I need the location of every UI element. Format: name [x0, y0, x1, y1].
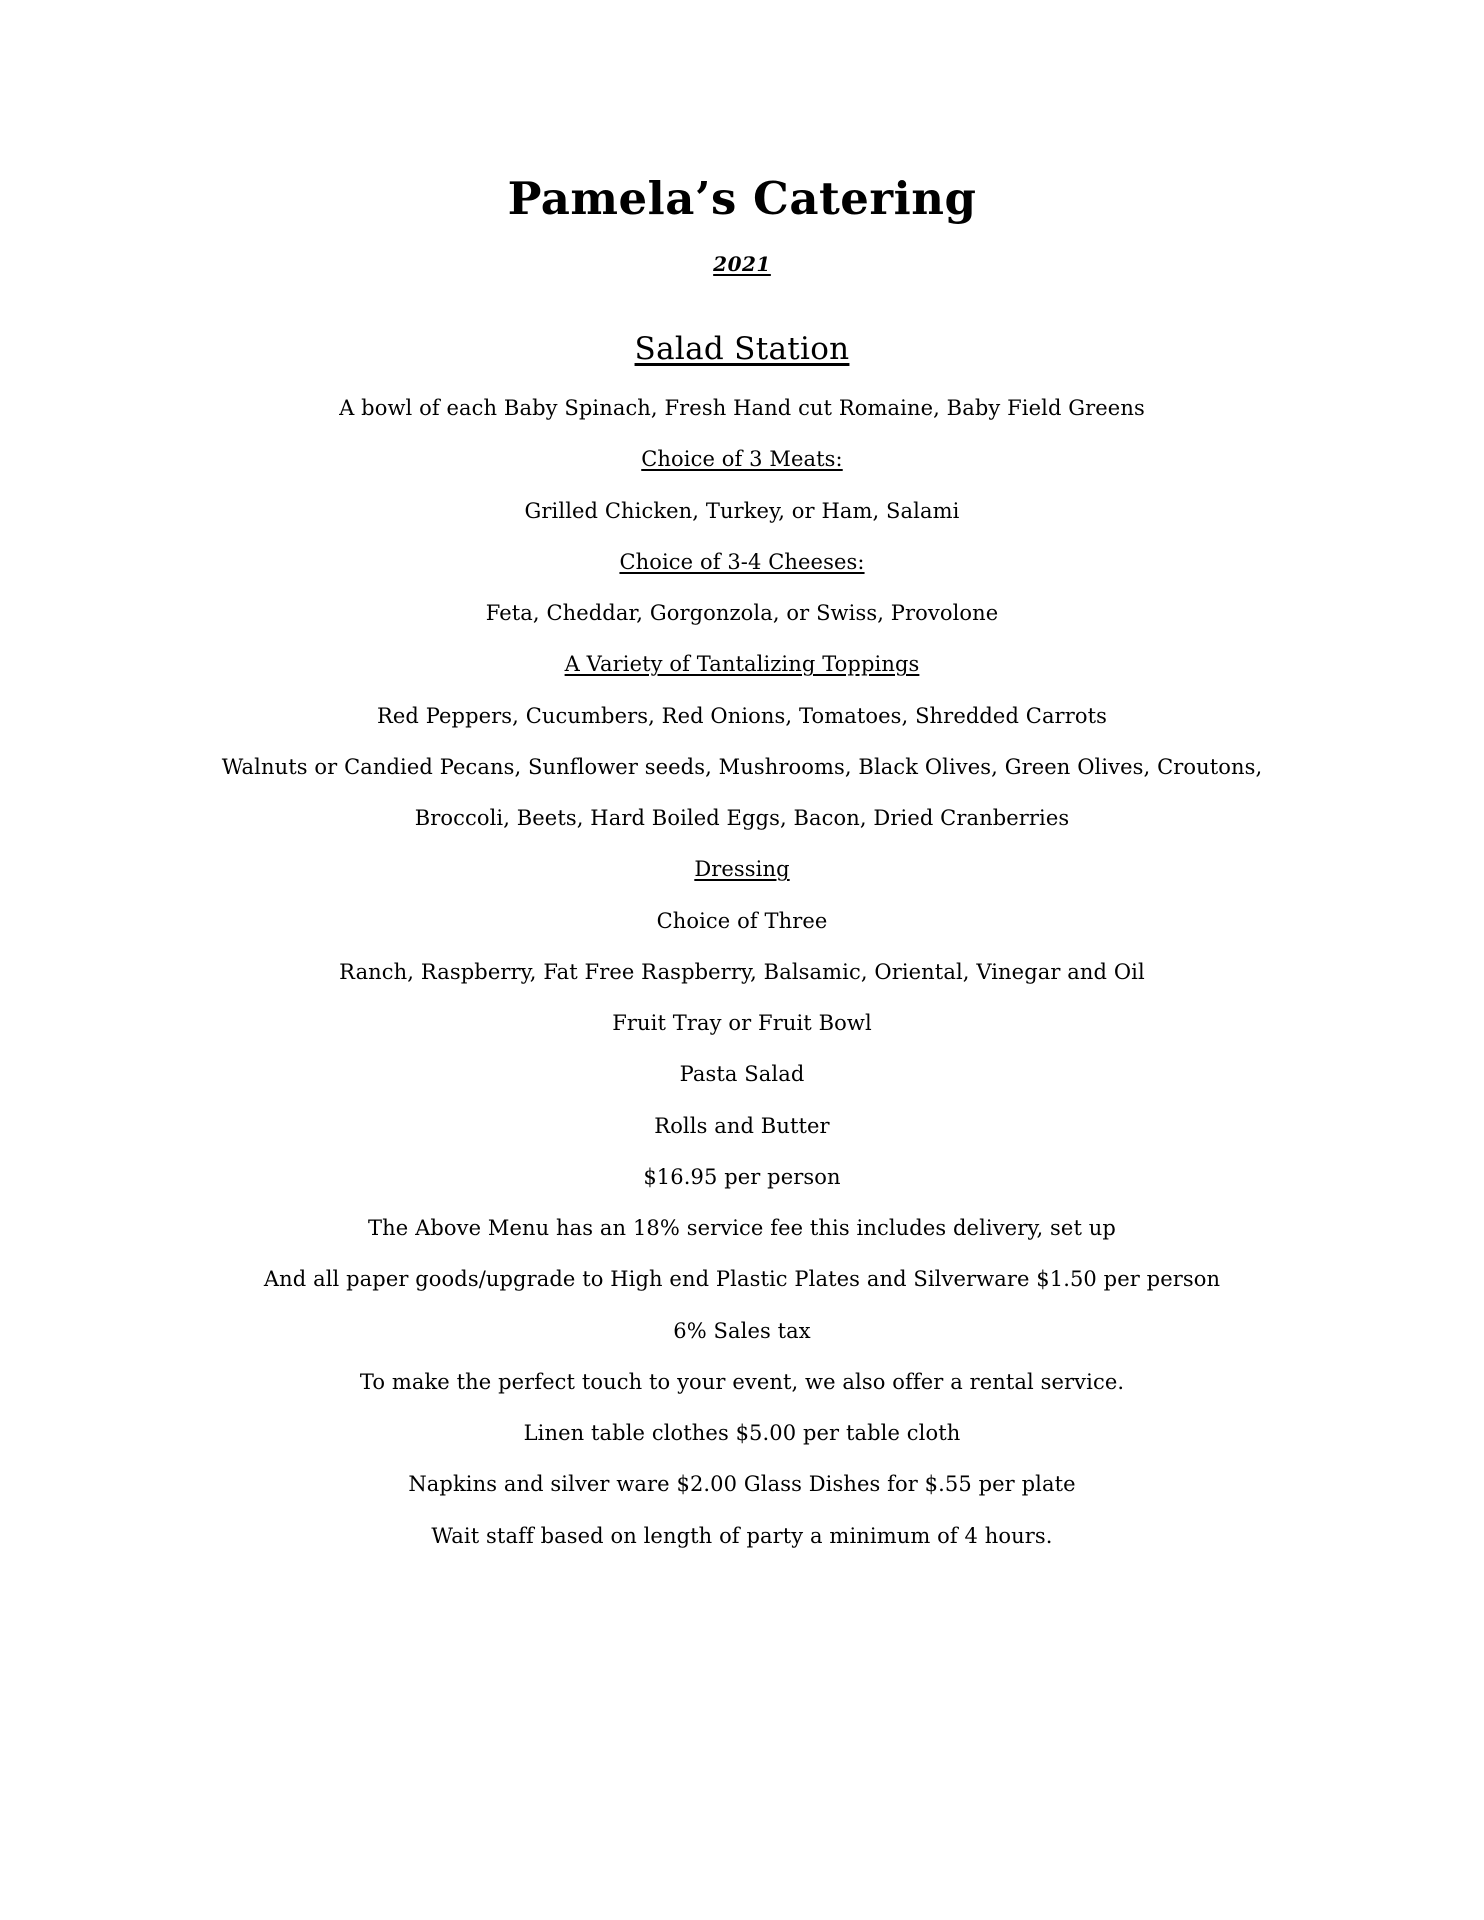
menu-line: Choice of 3-4 Cheeses:	[619, 549, 865, 574]
menu-line: Rolls and Butter	[654, 1113, 830, 1138]
menu-line: A bowl of each Baby Spinach, Fresh Hand cut Romaine, Baby Field Greens	[339, 396, 1145, 421]
menu-line: Fruit Tray or Fruit Bowl	[612, 1011, 872, 1036]
menu-line: To make the perfect touch to your event, we also offer a rental service.	[359, 1369, 1125, 1394]
menu-line: Broccoli, Beets, Hard Boiled Eggs, Bacon, Dried Cranberries	[414, 806, 1070, 831]
menu-line: Choice of 3 Meats:	[641, 447, 843, 472]
menu-line: Ranch, Raspberry, Fat Free Raspberry, Balsamic, Oriental, Vinegar and Oil	[339, 959, 1145, 984]
menu-line: Feta, Cheddar, Gorgonzola, or Swiss, Provolone	[485, 601, 999, 626]
menu-line: And all paper goods/upgrade to High end Plastic Plates and Silverware $1.50 per person	[263, 1267, 1221, 1292]
page-title: Pamela’s Catering	[507, 172, 977, 225]
menu-line: $16.95 per person	[643, 1164, 841, 1189]
menu-line: Pasta Salad	[679, 1062, 805, 1087]
menu-body	[222, 395, 1263, 1549]
menu-line: Wait staff based on length of party a minimum of 4 hours.	[431, 1523, 1053, 1548]
menu-line: Linen table clothes $5.00 per table cloth	[523, 1421, 961, 1446]
menu-line: Napkins and silver ware $2.00 Glass Dishes for $.55 per plate	[408, 1472, 1076, 1497]
menu-line: The Above Menu has an 18% service fee this includes delivery, set up	[368, 1216, 1116, 1241]
menu-line: Walnuts or Candied Pecans, Sunflower seeds, Mushrooms, Black Olives, Green Olives, Croutons,	[221, 754, 1263, 779]
section-title-salad-station: Salad Station	[634, 331, 850, 368]
menu-line: Dressing	[694, 857, 790, 882]
menu-line: Grilled Chicken, Turkey, or Ham, Salami	[524, 498, 960, 523]
menu-year: 2021	[713, 251, 771, 276]
menu-line: Red Peppers, Cucumbers, Red Onions, Tomatoes, Shredded Carrots	[376, 703, 1107, 728]
menu-line: Choice of Three	[656, 908, 828, 933]
menu-line: A Variety of Tantalizing Toppings	[564, 652, 920, 677]
menu-line: 6% Sales tax	[673, 1318, 811, 1343]
